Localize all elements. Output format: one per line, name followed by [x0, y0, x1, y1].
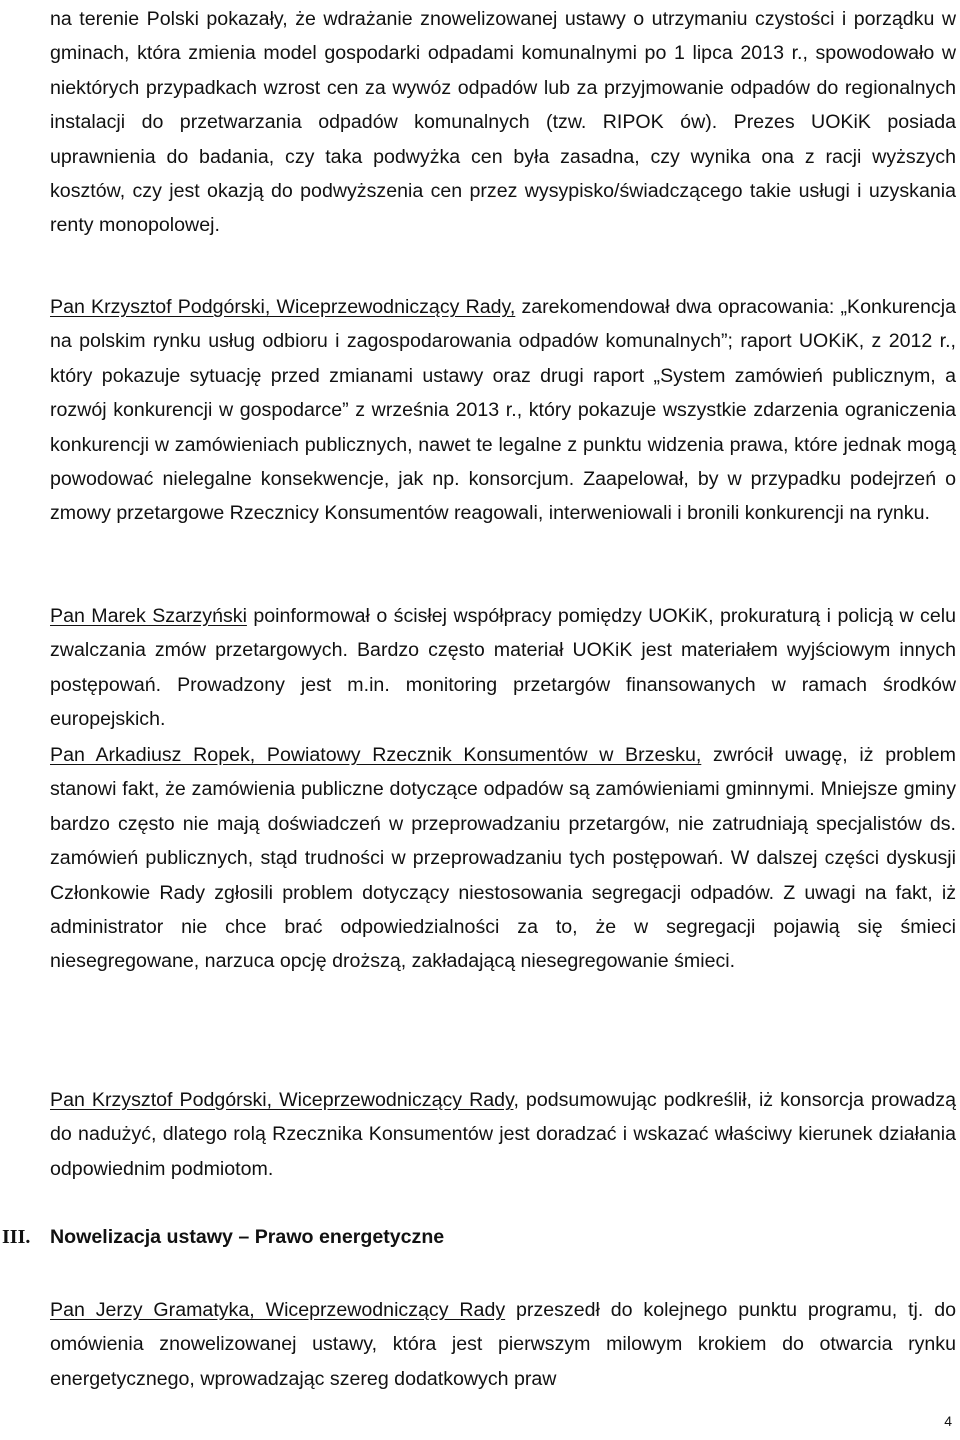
paragraph-text: , podsumowując podkreślił, iż konsorcja prowadzą do nadużyć, dlatego rolą Rzecznika Konsumentów jest doradzać i wskazać właściwy kierunek działania odpowiednim podmiotom.: [50, 1089, 957, 1180]
paragraph-szarzynski: [50, 599, 956, 737]
speaker-name: Pan Marek Szarzyński: [50, 605, 247, 627]
paragraph-podgorski-summary: [50, 1083, 956, 1186]
paragraph-text: poinformował o ścisłej współpracy pomiędzy UOKiK, prokuraturą i policją w celu zwalczania zmów przetargowych. Bardzo często materiał UOKiK jest materiałem wyjściowym innych postępowań. Prowadzony jest m.in. monitoring przetargów finansowanych w ramach środków europejskich.: [50, 605, 956, 731]
section-number: III.: [2, 1226, 31, 1248]
paragraph-gramatyka: [50, 1293, 956, 1396]
section-title: Nowelizacja ustawy – Prawo energetyczne: [50, 1226, 445, 1248]
speaker-name: Pan Krzysztof Podgórski, Wiceprzewodniczący Rady,: [50, 296, 516, 318]
paragraph-ripok: [50, 2, 956, 243]
paragraph-text: przeszedł do kolejnego punktu programu, tj. do omówienia znowelizowanej ustawy, która jest pierwszym milowym krokiem do otwarcia rynku energetycznego, wprowadzając szereg dodatkowych praw: [50, 1299, 957, 1390]
speaker-name: Pan Jerzy Gramatyka, Wiceprzewodniczący Rady: [50, 1299, 506, 1321]
paragraph-text: zarekomendował dwa opracowania: „Konkurencja na polskim rynku usług odbioru i zagospodarowania odpadów komunalnych”; raport UOKiK, z 2012 r., który pokazuje sytuację przed zmianami ustawy oraz drugi raport „System zamówień publicznym, a rozwój konkurencji w gospodarce” z września 2013 r., który pokazuje wszystkie zdarzenia ograniczenia konkurencji w zamówieniach publicznych, nawet te legalne z punktu widzenia prawa, które jednak mogą powodować nielegalne konsekwencje, jak np. konsorcjum. Zaapelował, by w przypadku podejrzeń o zmowy przetargowe Rzecznicy Konsumentów reagowali, interweniowali i bronili konkurencji na rynku.: [50, 296, 956, 525]
paragraph-podgorski-reports: [50, 290, 956, 531]
page-number: 4: [944, 1413, 952, 1429]
speaker-name: Pan Arkadiusz Ropek, Powiatowy Rzecznik Konsumentów w Brzesku,: [50, 744, 702, 766]
paragraph-text: na terenie Polski pokazały, że wdrażanie znowelizowanej ustawy o utrzymaniu czystości i porządku w gminach, która zmienia model gospodarki odpadami komunalnymi po 1 lipca 2013 r., spowodowało w niektórych przypadkach wzrost cen za wywóz odpadów lub za przyjmowanie odpadów do regionalnych instalacji do przetwarzania odpadów komunalnych (tzw. RIPOK ów). Prezes UOKiK posiada uprawnienia do badania, czy taka podwyżka cen była zasadna, czy wynika ona z racji wyższych kosztów, czy jest okazją do podwyższenia cen przez wysypisko/świadczącego takie usługi i uzyskania renty monopolowej.: [50, 8, 956, 237]
speaker-name: Pan Krzysztof Podgórski, Wiceprzewodniczący Rady: [50, 1089, 514, 1111]
paragraph-ropek: [50, 738, 956, 979]
paragraph-text: zwrócił uwagę, iż problem stanowi fakt, że zamówienia publiczne dotyczące odpadów są zamówieniami gminnymi. Mniejsze gminy bardzo często nie mają doświadczeń w przeprowadzaniu przetargów, nie zatrudniają specjalistów ds. zamówień publicznych, stąd trudności w przeprowadzaniu tych postępowań. W dalszej części dyskusji Członkowie Rady zgłosili problem dotyczący niestosowania segregacji odpadów. Z uwagi na fakt, iż administrator nie chce brać odpowiedzialności za to, że w segregacji pojawią się śmieci niesegregowane, narzuca opcję droższą, zakładającą niesegregowanie śmieci.: [50, 744, 956, 973]
